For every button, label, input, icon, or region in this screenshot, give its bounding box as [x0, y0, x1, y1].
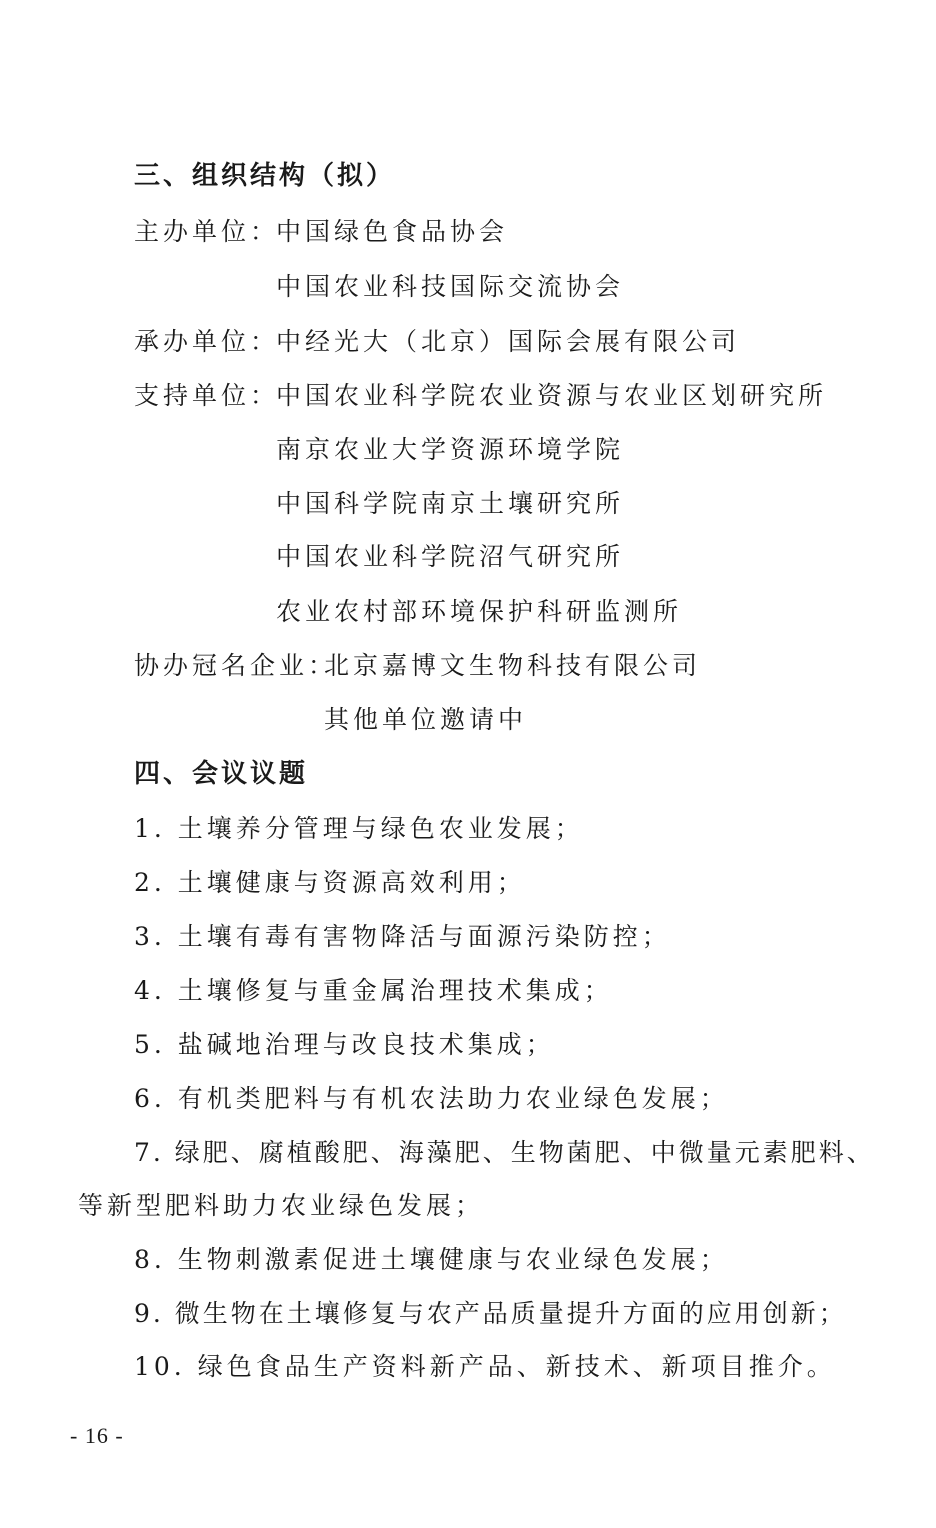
topic-item-7-line-1: 7. 绿肥、腐植酸肥、海藻肥、生物菌肥、中微量元素肥料、: [134, 1138, 875, 1167]
support-unit-5: 农业农村部环境保护科研监测所: [276, 597, 683, 626]
coorganizer-label: 协办冠名企业：: [134, 651, 338, 680]
topic-item-7-line-2: 等新型肥料助力农业绿色发展；: [78, 1191, 485, 1220]
topic-item-6: 6. 有机类肥料与有机农法助力农业绿色发展；: [134, 1084, 729, 1113]
page-number: - 16 -: [70, 1423, 124, 1448]
section-heading-organization: 三、组织结构（拟）: [134, 161, 396, 191]
support-unit-3: 中国科学院南京土壤研究所: [276, 489, 625, 518]
support-unit-2: 南京农业大学资源环境学院: [276, 435, 625, 464]
host-unit-1: 中国绿色食品协会: [276, 217, 509, 246]
topic-item-9: 9. 微生物在土壤修复与农产品质量提升方面的应用创新；: [134, 1299, 847, 1328]
support-label: 支持单位：: [134, 381, 280, 410]
support-unit-4: 中国农业科学院沼气研究所: [276, 542, 625, 571]
organizer-unit-1: 中经光大（北京）国际会展有限公司: [276, 327, 741, 356]
topic-item-4: 4. 土壤修复与重金属治理技术集成；: [134, 976, 613, 1005]
host-unit-2: 中国农业科技国际交流协会: [276, 272, 625, 301]
organizer-label: 承办单位：: [134, 327, 280, 356]
section-heading-topics: 四、会议议题: [134, 759, 309, 789]
coorganizer-unit-2: 其他单位邀请中: [324, 705, 528, 734]
topic-item-8: 8. 生物刺激素促进土壤健康与农业绿色发展；: [134, 1245, 729, 1274]
topic-item-1: 1. 土壤养分管理与绿色农业发展；: [134, 814, 584, 843]
coorganizer-unit-1: 北京嘉博文生物科技有限公司: [324, 651, 702, 680]
topic-item-10: 10. 绿色食品生产资料新产品、新技术、新项目推介。: [134, 1352, 836, 1381]
topic-item-2: 2. 土壤健康与资源高效利用；: [134, 868, 526, 897]
topic-item-3: 3. 土壤有毒有害物降活与面源污染防控；: [134, 922, 671, 951]
support-unit-1: 中国农业科学院农业资源与农业区划研究所: [276, 381, 828, 410]
host-label: 主办单位：: [134, 217, 280, 246]
topic-item-5: 5. 盐碱地治理与改良技术集成；: [134, 1030, 555, 1059]
